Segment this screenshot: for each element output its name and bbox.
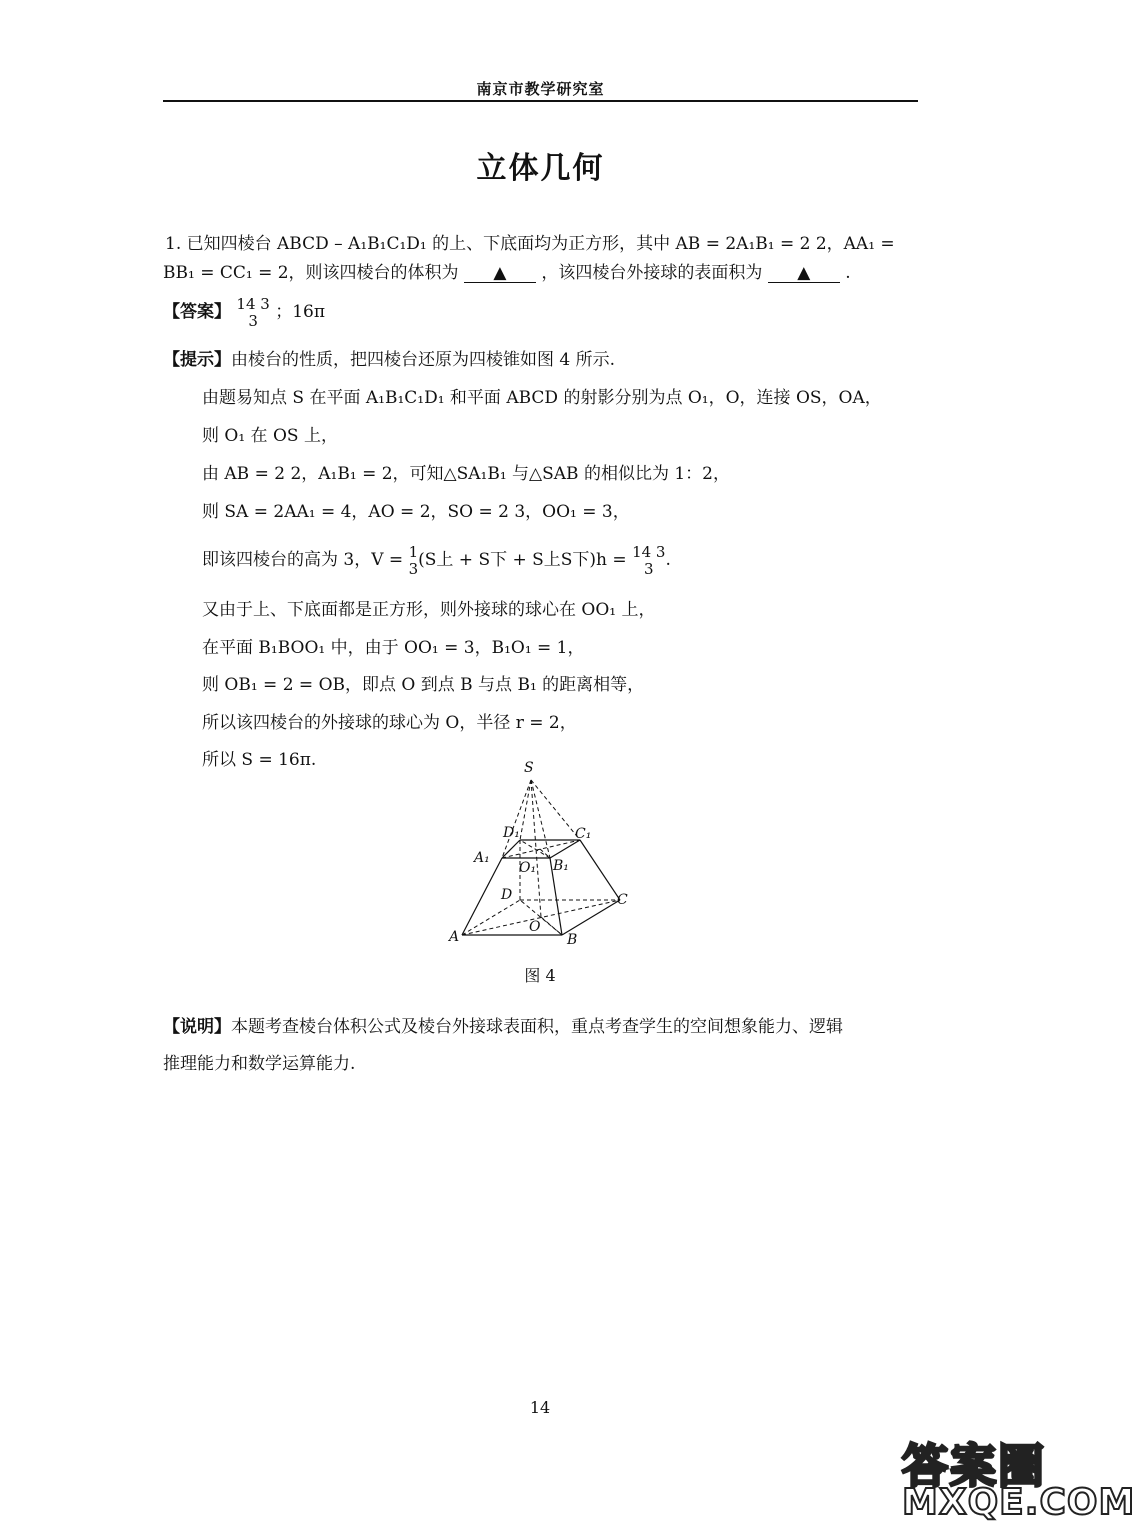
hint-line-3: 由 AB = 2 2，A₁B₁ = 2，可知△SA₁B₁ 与△SAB 的相似比为 1：2， bbox=[202, 464, 730, 484]
height-frac1-den: 3 bbox=[408, 559, 419, 578]
label-A1: A₁ bbox=[474, 850, 490, 866]
dash-A1-C1 bbox=[502, 840, 580, 858]
page-header: 南京市教学研究室 bbox=[476, 80, 605, 98]
hint2-line-5: 所以 S = 16π. bbox=[202, 750, 317, 770]
label-A: A bbox=[449, 929, 460, 945]
problem-text-b: ，该四棱台外接球的表面积为 bbox=[541, 263, 763, 283]
hint-first-text: 由棱台的性质，把四棱台还原为四棱锥如图 4 所示. bbox=[231, 350, 616, 370]
hint-line-2: 则 O₁ 在 OS 上， bbox=[202, 426, 338, 446]
label-B: B bbox=[567, 932, 578, 948]
height-pre: 即该四棱台的高为 3，V = bbox=[202, 550, 404, 570]
edge-A1-D1 bbox=[502, 840, 520, 858]
note-label: 【说明】 bbox=[163, 1017, 231, 1037]
label-C1: C₁ bbox=[575, 826, 592, 842]
problem-line-1: 1. 已知四棱台 ABCD – A₁B₁C₁D₁ 的上、下底面均为正方形，其中 AB = 2A₁B₁ = 2 2，AA₁ = bbox=[165, 234, 895, 254]
answer-frac-den: 3 bbox=[248, 311, 258, 330]
problem-text-c: . bbox=[845, 263, 851, 283]
answer-frac-num: 14 3 bbox=[236, 294, 270, 313]
page-number: 14 bbox=[529, 1398, 551, 1417]
dash-S-A1 bbox=[502, 780, 531, 858]
edge-B1-C1 bbox=[550, 840, 580, 858]
label-D: D bbox=[501, 887, 513, 903]
height-fraction-1 bbox=[409, 544, 419, 578]
answer-blank-1: ▲ bbox=[464, 264, 536, 283]
answer-line bbox=[163, 292, 325, 332]
hint-line-1: 由题易知点 S 在平面 A₁B₁C₁D₁ 和平面 ABCD 的射影分别为点 O₁，O，连接 OS，OA， bbox=[202, 388, 882, 408]
height-end: . bbox=[665, 550, 671, 570]
label-D1: D₁ bbox=[503, 825, 520, 841]
answer-rest: ；16π bbox=[275, 302, 326, 322]
hint2-line-1: 又由于上、下底面都是正方形，则外接球的球心在 OO₁ 上， bbox=[202, 600, 656, 620]
hint2-line-3: 则 OB₁ = 2 = OB，即点 O 到点 B 与点 B₁ 的距离相等， bbox=[202, 675, 645, 695]
dash-B1-D1 bbox=[520, 840, 550, 858]
height-frac1-num: 1 bbox=[408, 542, 419, 561]
height-fraction-2 bbox=[632, 544, 665, 578]
label-O: O bbox=[529, 919, 541, 935]
pyramid-figure bbox=[445, 758, 635, 948]
height-frac2-den: 3 bbox=[644, 559, 654, 578]
problem-text-a: BB₁ = CC₁ = 2，则该四棱台的体积为 bbox=[163, 263, 459, 283]
problem-line-2 bbox=[163, 262, 851, 284]
note-line-1 bbox=[163, 1016, 843, 1038]
page-title: 立体几何 bbox=[476, 151, 605, 186]
header-rule bbox=[163, 100, 918, 102]
watermark-bottom: MXQE.COM bbox=[902, 1482, 1135, 1523]
answer-fraction bbox=[236, 296, 269, 330]
hint-height-line bbox=[202, 538, 671, 582]
edge-C-C1 bbox=[580, 840, 620, 900]
watermark-top: 答案圈 bbox=[902, 1439, 1046, 1493]
label-O1: O₁ bbox=[519, 860, 537, 876]
hint2-line-4: 所以该四棱台的外接球的球心为 O，半径 r = 2， bbox=[202, 713, 577, 733]
hint-first-line bbox=[163, 349, 615, 371]
answer-blank-2: ▲ bbox=[768, 264, 840, 283]
label-B1: B₁ bbox=[553, 858, 569, 874]
label-C: C bbox=[617, 892, 628, 908]
answer-label: 【答案】 bbox=[163, 302, 231, 322]
label-S: S bbox=[524, 760, 534, 776]
dash-S-D1 bbox=[520, 780, 531, 840]
hint2-line-2: 在平面 B₁BOO₁ 中，由于 OO₁ = 3，B₁O₁ = 1， bbox=[202, 638, 585, 658]
hint-line-4: 则 SA = 2AA₁ = 4，AO = 2，SO = 2 3，OO₁ = 3， bbox=[202, 502, 630, 522]
hint-label: 【提示】 bbox=[163, 350, 231, 370]
height-mid: (S上 + S下 + S上S下)h = bbox=[418, 550, 627, 570]
note-line-2: 推理能力和数学运算能力. bbox=[163, 1054, 356, 1074]
height-frac2-num: 14 3 bbox=[632, 542, 666, 561]
edge-B-C bbox=[562, 900, 620, 935]
note-text-1: 本题考查棱台体积公式及棱台外接球表面积，重点考查学生的空间想象能力、逻辑 bbox=[231, 1017, 843, 1037]
figure-caption: 图 4 bbox=[524, 966, 556, 985]
